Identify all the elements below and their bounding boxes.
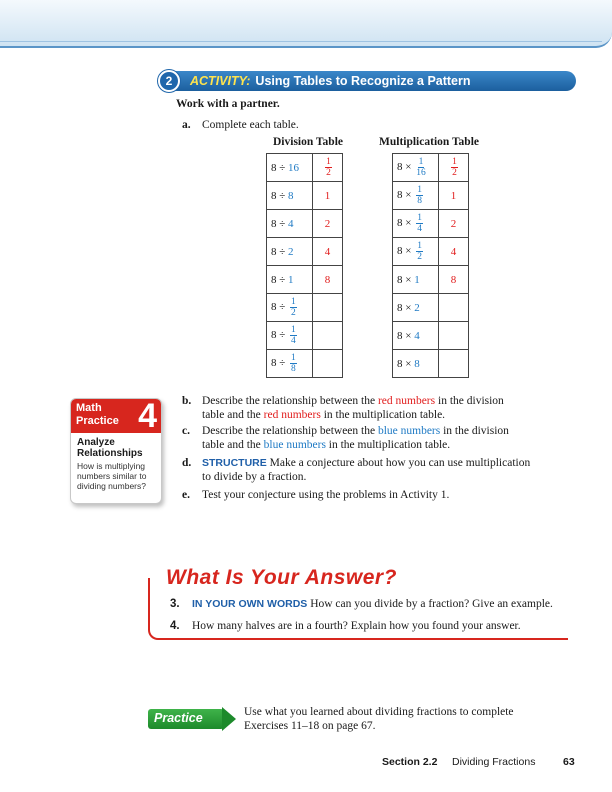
expression-cell [393,182,439,210]
fraction-numerator: 1 [452,157,457,167]
table-row [393,294,469,322]
table-row [267,266,343,294]
table-row [393,210,469,238]
math-practice-word-practice: Practice [76,415,119,427]
expression-cell [267,350,313,378]
fraction-denominator: 2 [291,308,296,318]
expression-cell [267,322,313,350]
math-practice-subtitle [77,437,161,459]
fraction-numerator: 1 [417,185,422,195]
expression-prefix: 8 ÷ [271,189,289,202]
item-c-text [202,424,562,452]
expression-prefix: 8 × [397,189,415,202]
red-fraction [325,157,332,178]
answer-cell [313,322,343,350]
expression-prefix: 8 ÷ [271,357,289,370]
expression-cell [267,238,313,266]
expression-prefix: 8 × [397,329,415,342]
expression-prefix: 8 ÷ [271,301,289,314]
item-b-text-6: in the multiplication table. [320,409,446,421]
answer-cell [439,154,469,182]
multiplication-table [392,153,469,378]
item-d-letter: d. [182,457,192,469]
question-3 [170,598,582,612]
expression-cell [267,210,313,238]
fraction-denominator: 2 [326,168,331,178]
fraction-numerator: 1 [291,353,296,363]
blue-fraction [290,325,297,346]
answer-cell [313,238,343,266]
red-number: 8 [450,273,457,286]
item-b-text [202,394,562,422]
answer-cell [439,238,469,266]
answer-cell [439,294,469,322]
item-a-text: Complete each table. [202,119,299,131]
table-row [393,238,469,266]
table-row [393,322,469,350]
fraction-numerator: 1 [418,157,424,167]
item-c-text-1: Describe the relationship between the [202,425,378,437]
math-practice-box [70,398,162,504]
item-d-text [202,456,562,484]
answer-cell [439,350,469,378]
red-fraction [451,157,458,178]
expression-cell [393,154,439,182]
item-d-text-1: Make a conjecture about how you can use multiplication [266,457,531,469]
table-row [393,182,469,210]
fraction-numerator: 1 [417,213,422,223]
expression-prefix: 8 ÷ [271,217,289,230]
math-practice-subtitle-line2: Relationships [77,448,143,459]
fraction-denominator: 4 [291,336,296,346]
expression-cell [267,182,313,210]
answer-cell [313,294,343,322]
item-e [182,488,582,502]
blue-number: 4 [414,329,420,342]
answer-cell [439,266,469,294]
practice-line-2: Exercises 11–18 on page 67. [244,720,376,732]
activity-title: Using Tables to Recognize a Pattern [255,74,471,88]
blue-fraction [290,353,297,374]
expression-cell [393,294,439,322]
item-b-text-3: in the division [435,395,504,407]
partner-instruction: Work with a partner. [176,98,280,110]
practice-arrow-badge [148,707,238,731]
blue-number: 8 [288,189,294,202]
expression-prefix: 8 × [397,161,415,174]
item-b-text-1: Describe the relationship between the [202,395,378,407]
answer-cell [313,154,343,182]
fraction-denominator: 8 [417,196,422,206]
blue-fraction [416,241,423,262]
question-3-text: How can you divide by a fraction? Give an example. [307,598,553,610]
blue-fraction [416,157,426,178]
expression-cell [267,154,313,182]
item-c-text-4: table and the [202,439,264,451]
fraction-numerator: 1 [291,325,296,335]
arrow-right-icon [222,707,236,731]
answer-cell [313,350,343,378]
item-b-text-4: table and the [202,409,264,421]
red-number: 4 [324,245,331,258]
practice-line-1: Use what you learned about dividing fractions to complete [244,706,514,718]
expression-prefix: 8 × [397,301,415,314]
item-e-text: Test your conjecture using the problems in Activity 1. [202,489,450,501]
blue-number: 4 [288,217,294,230]
answer-cell [439,322,469,350]
fraction-denominator: 16 [416,168,426,178]
item-c-blue-numbers-1: blue numbers [377,425,441,437]
question-4-number: 4. [170,620,180,632]
table-row [393,350,469,378]
item-a-letter: a. [182,119,191,131]
item-b-red-numbers-2: red numbers [263,409,321,421]
fraction-denominator: 8 [291,364,296,374]
fraction-denominator: 4 [417,224,422,234]
expression-prefix: 8 ÷ [271,245,289,258]
answer-cell [313,182,343,210]
item-b [182,394,582,422]
answer-cell [313,210,343,238]
blue-number: 8 [414,357,420,370]
blue-number: 2 [414,301,420,314]
expression-cell [393,322,439,350]
math-practice-header [71,399,162,433]
blue-fraction [416,213,423,234]
expression-prefix: 8 ÷ [271,273,289,286]
math-practice-word-math: Math [76,402,102,414]
item-b-red-numbers-1: red numbers [377,395,436,407]
expression-cell [267,266,313,294]
multiplication-table-title: Multiplication Table [379,136,480,148]
what-is-your-answer-title: What Is Your Answer? [160,566,403,590]
item-a [182,118,582,132]
item-c-blue-numbers-2: blue numbers [263,439,326,451]
activity-header-bar [164,71,576,91]
activity-number-badge: 2 [158,70,180,92]
expression-cell [393,238,439,266]
table-row [267,238,343,266]
item-d-structure-keyword: STRUCTURE [202,457,267,469]
table-row [267,350,343,378]
expression-prefix: 8 × [397,357,415,370]
fraction-numerator: 1 [291,297,296,307]
practice-instruction [244,705,564,733]
item-c [182,424,582,452]
expression-prefix: 8 × [397,245,415,258]
red-number: 1 [450,189,457,202]
expression-prefix: 8 ÷ [271,161,289,174]
expression-prefix: 8 ÷ [271,329,289,342]
table-row [393,266,469,294]
item-d [182,456,582,484]
answer-cell [313,266,343,294]
red-number: 2 [324,217,331,230]
activity-label: ACTIVITY: [190,74,251,88]
fraction-numerator: 1 [326,157,331,167]
expression-prefix: 8 × [397,217,415,230]
expression-cell [267,294,313,322]
expression-cell [393,266,439,294]
table-row [267,322,343,350]
answer-cell [439,182,469,210]
expression-cell [393,350,439,378]
table-row [267,210,343,238]
red-number: 2 [450,217,457,230]
red-number: 8 [324,273,331,286]
table-row [393,154,469,182]
item-c-text-6: in the multiplication table. [325,439,451,451]
red-number: 4 [450,245,457,258]
item-e-letter: e. [182,489,190,501]
question-4 [170,620,582,634]
question-3-body [192,598,582,610]
math-practice-question: How is multiplying numbers similar to dividing numbers? [77,461,147,491]
expression-cell [393,210,439,238]
blue-fraction [416,185,423,206]
fraction-denominator: 2 [452,168,457,178]
blue-number: 1 [288,273,294,286]
question-3-keyword: IN YOUR OWN WORDS [192,598,308,610]
math-practice-number: 4 [138,398,157,435]
expression-prefix: 8 × [397,273,415,286]
fraction-numerator: 1 [417,241,422,251]
practice-label: Practice [154,711,203,725]
footer-section: Section 2.2 [382,756,438,768]
blue-number: 16 [288,161,300,174]
table-row [267,154,343,182]
item-c-text-3: in the division [440,425,509,437]
fraction-denominator: 2 [417,252,422,262]
blue-fraction [290,297,297,318]
division-table-title: Division Table [273,136,343,148]
answer-cell [439,210,469,238]
footer-page-number: 63 [563,756,575,768]
division-table [266,153,343,378]
item-b-letter: b. [182,395,192,407]
red-number: 1 [324,189,331,202]
table-row [267,294,343,322]
item-d-text-2: to divide by a fraction. [202,471,307,483]
footer-topic: Dividing Fractions [452,756,536,768]
item-c-letter: c. [182,425,190,437]
math-practice-subtitle-line1: Analyze [77,437,115,448]
question-4-text: How many halves are in a fourth? Explain how you found your answer. [192,620,521,632]
blue-number: 2 [288,245,294,258]
question-3-number: 3. [170,598,180,610]
table-row [267,182,343,210]
blue-number: 1 [414,273,420,286]
top-header-band [0,0,612,48]
